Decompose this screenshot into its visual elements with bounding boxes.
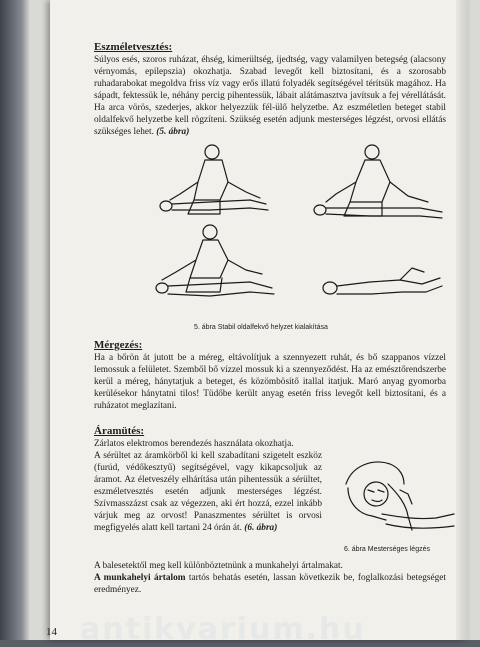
term-munkahelyi-artalom: A munkahelyi ártalom	[94, 573, 186, 583]
figure-5-illustrations	[150, 142, 450, 310]
page-edge	[456, 0, 468, 640]
figure-ref-5: (5. ábra)	[156, 127, 190, 137]
book-page	[50, 0, 468, 640]
paragraph-aramutes-2	[94, 450, 322, 534]
eszmeletvesztes-text: Súlyos esés, szoros ruházat, éhség, kimerültség, ijedtség, vagy valamilyen betegség (alacsony vérnyomás, epilepszia) okozhatja. Szabad levegőt kell biztosítani, és a szorosabb ruhadarabokat megoldva friss víz vagy erős illatú folyadék segítségével térítsük magához. Ha sápadt, fektessük le, néhány percig pihentessük, lábait alátámasztva javítsuk a fej vérellátását. Ha arca vörös, szederjes, akkor helyezzük fél-ülő helyzetbe. Az eszméletlen beteget stabil oldalfekvő helyzetbe kell rögzíteni. Szükség esetén adjunk mesterséges légzést, orvosi ellátás szükséges lehet.	[94, 55, 446, 137]
figure-6-illustration	[338, 454, 456, 536]
paragraph-eszmeletvesztes	[94, 54, 446, 138]
fig5-panel-3	[156, 225, 274, 296]
figure-5-caption: 5. ábra Stabil oldalfekvő helyzet kialakítása	[194, 324, 328, 331]
page-content-middle	[94, 338, 446, 412]
paragraph-mergezes: Ha a bőrön át jutott be a méreg, eltávolítjuk a szennyezett ruhát, és bő szappanos vízzel lemossuk a felületet. Szemből bő vízzel mossuk ki a szennyeződést. Ha az emésztőrendszerbe kerül a méreg, hánytatjuk a beteget, és közömbösítő itallal itatjuk. Maró anyag gyomorba kerülésekor hánytatni tilos! Tüdőbe került anyag esetén friss levegőt kell biztosítani, és a ruházatot meglazítani.	[94, 353, 446, 411]
fig5-panel-4	[323, 268, 442, 294]
section-title-aramutes: Áramütés:	[94, 425, 145, 437]
figure-ref-6: (6. ábra)	[244, 523, 278, 533]
watermark: antikvarium.hu	[80, 612, 366, 647]
page-number: 14	[46, 626, 57, 638]
page-content-bottom	[94, 560, 446, 596]
section-title-eszmeletvesztes: Eszméletvesztés:	[94, 41, 173, 53]
section-title-mergezes: Mérgezés:	[94, 339, 143, 351]
figure-6-caption: 6. ábra Mesterséges légzés	[344, 546, 430, 553]
closing-2-text: tartós behatás esetén, lassan következik be, foglalkozási betegséget eredményez.	[94, 573, 446, 595]
paragraph-aramutes-1: Zárlatos elektromos berendezés használata okozhatja.	[94, 439, 294, 449]
paragraph-closing-1: A balesetektől meg kell különböztetnünk a munkahelyi ártalmakat.	[94, 561, 343, 571]
fig5-panel-2	[314, 145, 442, 218]
fig5-panel-1	[160, 145, 268, 214]
page-content	[94, 40, 446, 138]
paragraph-closing-2	[94, 572, 446, 596]
aramutes-text: A sérültet az áramkörből ki kell szabadítani szigetelt eszköz (furúd, védőkesztyű) segítségével, vagy kikapcsoljuk az áramot. Az életveszély elhárítása után pihentessük a sérültet, eszméletvesztés esetén adjunk mesterséges légzést. Szívmasszázst csak az végezzen, aki ért hozzá, ezzel inkább várjuk meg az orvost! Panaszmentes sérültet is orvosi megfigyelés alatt kell tartani 24 órán át.	[94, 451, 322, 533]
